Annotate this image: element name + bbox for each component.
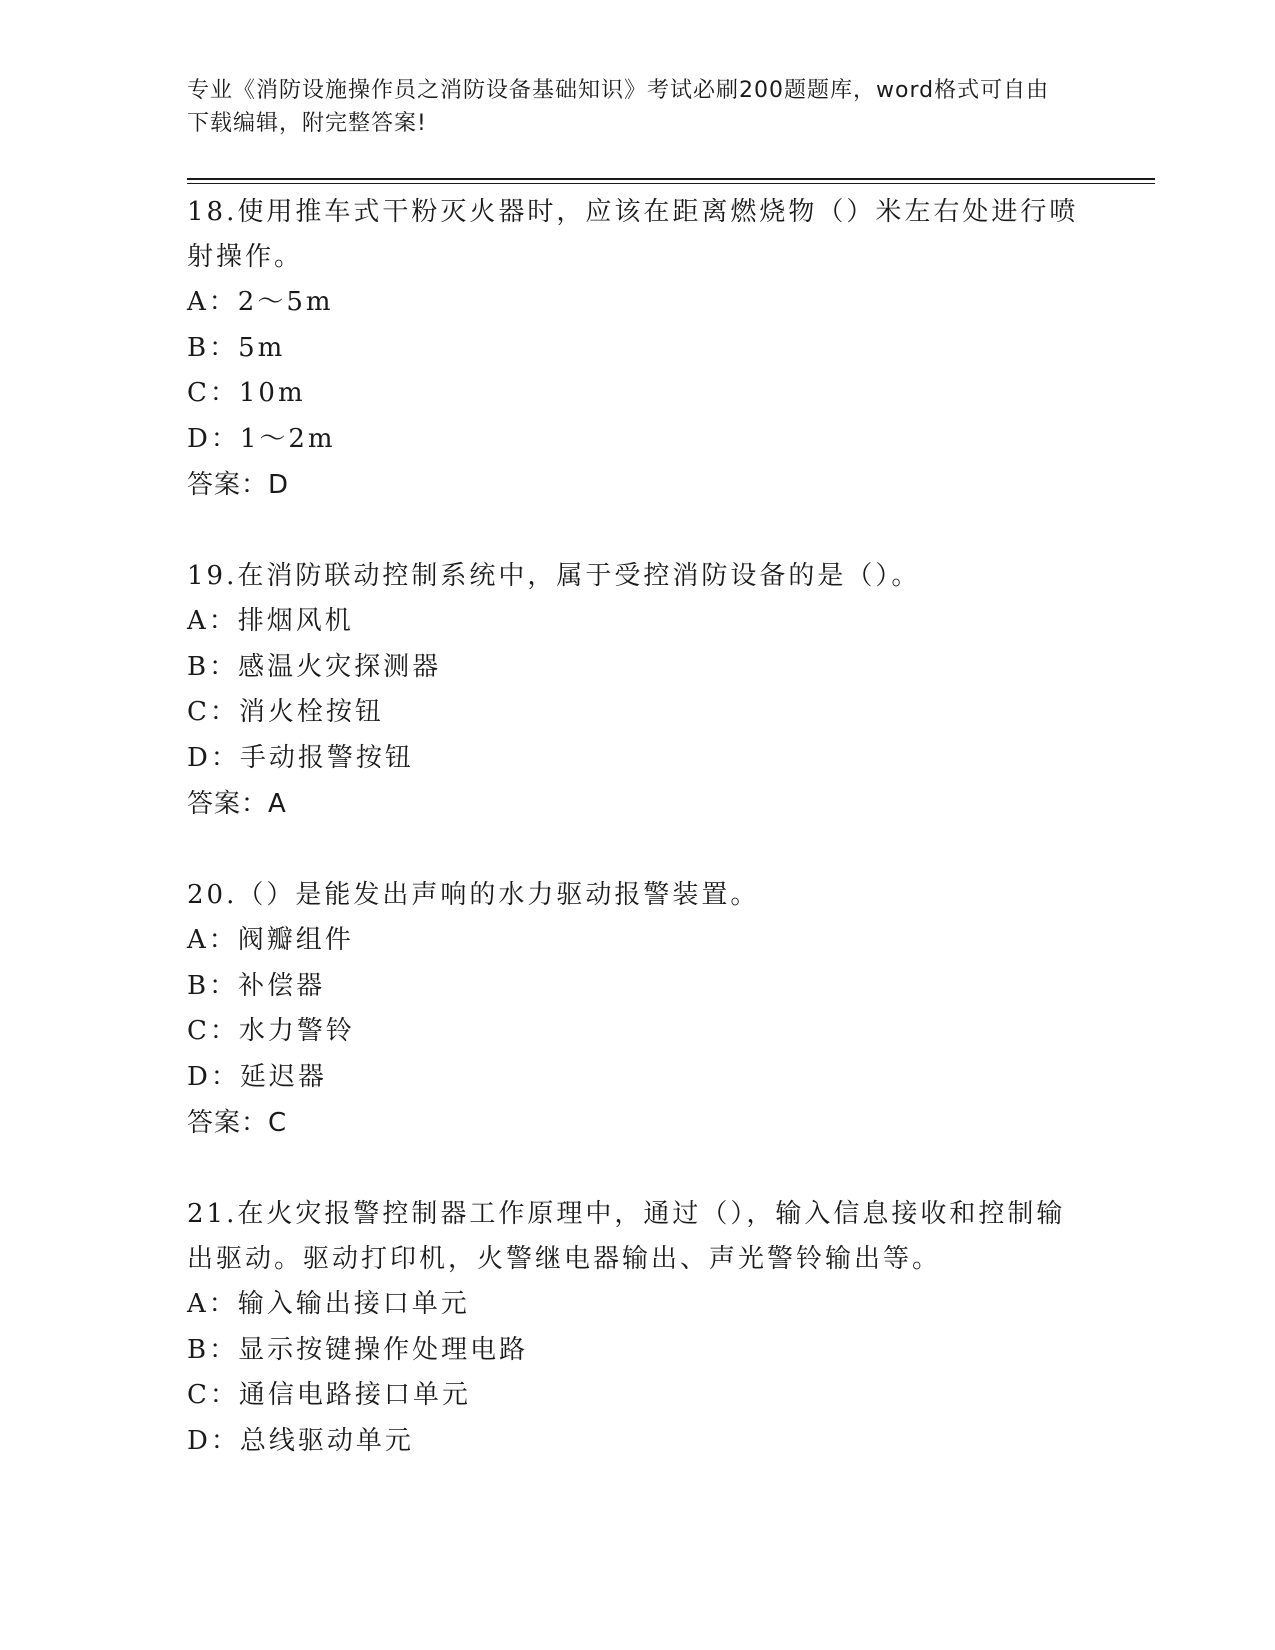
option-c: C：10m	[187, 378, 306, 408]
question-stem: 19.在消防联动控制系统中，属于受控消防设备的是（）。	[187, 561, 921, 591]
header-divider-thin	[187, 183, 1155, 184]
option-c: C：水力警铃	[187, 1016, 355, 1046]
option-a: A：阀瓣组件	[187, 925, 354, 955]
question-19	[187, 554, 1087, 827]
option-d: D：1～2m	[187, 423, 336, 454]
answer-line: 答案：D	[187, 470, 290, 500]
option-b: B：感温火灾探测器	[187, 651, 442, 682]
question-list	[187, 190, 1087, 1510]
option-b: B：补偿器	[187, 970, 326, 1001]
option-a: A：2～5m	[187, 287, 334, 317]
option-d: D：延迟器	[187, 1061, 327, 1092]
option-d: D：手动报警按钮	[187, 742, 414, 773]
question-18	[187, 190, 1087, 508]
option-c: C：通信电路接口单元	[187, 1380, 471, 1410]
option-b: B：5m	[187, 332, 286, 363]
question-20	[187, 873, 1087, 1146]
option-d: D：总线驱动单元	[187, 1425, 414, 1456]
question-stem: 20.（）是能发出声响的水力驱动报警装置。	[187, 880, 760, 910]
header-divider-thick	[187, 178, 1155, 180]
answer-line: 答案：C	[187, 1108, 288, 1138]
question-stem: 21.在火灾报警控制器工作原理中，通过（），输入信息接收和控制输出驱动。驱动打印机，火警继电器输出、声光警铃输出等。	[187, 1199, 1066, 1274]
question-21	[187, 1192, 1087, 1464]
option-a: A：输入输出接口单元	[187, 1289, 470, 1319]
option-a: A：排烟风机	[187, 606, 354, 636]
document-header: 专业《消防设施操作员之消防设备基础知识》考试必刷200题题库，word格式可自由下载编辑，附完整答案!	[187, 78, 1050, 136]
option-c: C：消火栓按钮	[187, 697, 384, 727]
answer-line: 答案：A	[187, 789, 287, 819]
question-stem: 18.使用推车式干粉灭火器时，应该在距离燃烧物（）米左右处进行喷射操作。	[187, 197, 1079, 272]
option-b: B：显示按键操作处理电路	[187, 1334, 529, 1365]
